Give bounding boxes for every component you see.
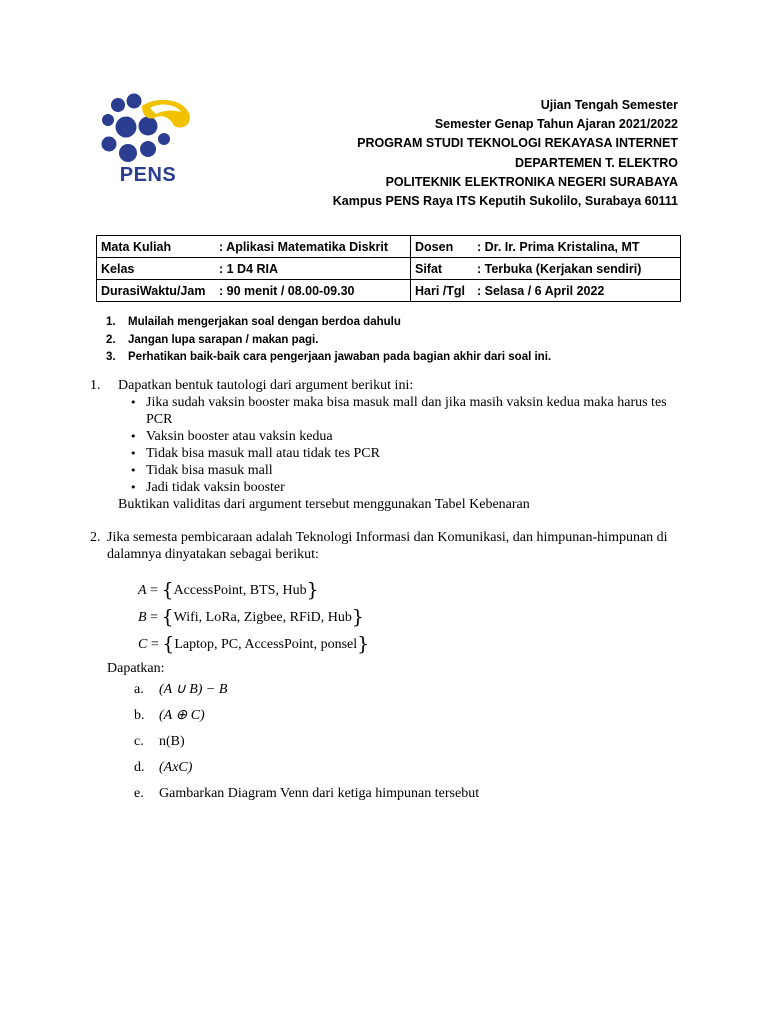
logo-dot [102, 114, 114, 126]
set-definition: B = {Wifi, LoRa, Zigbee, RFiD, Hub} [138, 606, 364, 628]
cell-value: : 1 D4 RIA [219, 261, 279, 276]
rule-text: Perhatikan baik-baik cara pengerjaan jawaban pada bagian akhir dari soal ini. [128, 351, 552, 363]
question-text: Jika semesta pembicaraan adalah Teknologi Informasi dan Komunikasi, dan himpunan-himpunan di dalamnya dinyatakan sebagai berikut: [107, 530, 668, 562]
rule-item [106, 314, 551, 332]
set-members: Laptop, PC, AccessPoint, ponsel [174, 637, 358, 652]
cell-value: : 90 menit / 08.00-09.30 [219, 283, 355, 298]
question-conclusion: Buktikan validitas dari argument tersebut menggunakan Tabel Kebenaran [118, 497, 530, 512]
header-line: Ujian Tengah Semester [540, 98, 678, 112]
logo-text: PENS [119, 164, 177, 184]
table-row [97, 280, 681, 302]
question-intro [90, 377, 670, 394]
list-item: • Tidak bisa masuk mall atau tidak tes PCR [130, 445, 670, 462]
table-row [97, 258, 681, 280]
header-line: DEPARTEMEN T. ELEKTRO [515, 155, 678, 170]
cell-value: : Selasa / 6 April 2022 [477, 283, 605, 298]
cell-value: : Terbuka (Kerjakan sendiri) [477, 261, 642, 276]
question-number: 1. [90, 378, 101, 393]
table-row [97, 236, 681, 258]
exam-header [333, 96, 678, 211]
rule-item [106, 349, 551, 367]
list-item: • Vaksin booster atau vaksin kedua [130, 428, 670, 445]
sub-expression: n(B) [159, 734, 185, 749]
sub-question [134, 755, 675, 781]
header-line: POLITEKNIK ELEKTRONIKA NEGERI SURABAYA [385, 174, 678, 189]
cell-value: : Dr. Ir. Prima Kristalina, MT [477, 239, 640, 254]
set-name: B [138, 610, 147, 625]
rule-item [106, 332, 551, 350]
right-cell [411, 236, 681, 258]
left-cell [97, 280, 411, 302]
set-definition: C = {Laptop, PC, AccessPoint, ponsel} [138, 633, 370, 655]
cell-value: : Aplikasi Matematika Diskrit [219, 239, 389, 254]
header-line: PROGRAM STUDI TEKNOLOGI REKAYASA INTERNET [357, 136, 678, 151]
sub-expression: (A ∪ B) − B [159, 682, 228, 697]
cell-label: Kelas [101, 261, 135, 276]
logo-dot [140, 141, 156, 157]
sub-letter: a. [134, 682, 144, 697]
sub-expression: (AxC) [159, 760, 193, 775]
left-cell [97, 258, 411, 280]
sub-question [134, 677, 675, 703]
sub-question [134, 703, 675, 729]
sub-letter: e. [134, 786, 144, 801]
right-cell [411, 280, 681, 302]
set-members: AccessPoint, BTS, Hub [173, 583, 307, 598]
sub-letter: b. [134, 708, 145, 723]
rule-text: Jangan lupa sarapan / makan pagi. [128, 333, 319, 346]
question-2 [90, 529, 675, 807]
question-intro [90, 529, 675, 563]
cell-label: Mata Kuliah [101, 239, 172, 254]
set-definitions [138, 577, 675, 658]
exam-rules [106, 314, 551, 367]
set-definition: A = {AccessPoint, BTS, Hub} [138, 579, 319, 601]
logo-dot [127, 94, 142, 109]
sub-expression: (A ⊕ C) [159, 708, 205, 723]
cell-label: Dosen [415, 239, 454, 254]
cell-label: DurasiWaktu/Jam [101, 283, 206, 298]
header-line: Kampus PENS Raya ITS Keputih Sukolilo, Surabaya 60111 [332, 194, 678, 209]
sub-question-list [134, 677, 675, 807]
set-name: C [138, 637, 148, 652]
logo-dot [102, 137, 117, 152]
list-item: • Jika sudah vaksin booster maka bisa masuk mall dan jika masih vaksin kedua maka harus tes PCR [130, 394, 670, 428]
set-members: Wifi, LoRa, Zigbee, RFiD, Hub [173, 610, 352, 625]
rule-number: 2. [106, 333, 116, 346]
logo-dot [116, 117, 137, 138]
logo-dot [158, 133, 170, 145]
rule-number: 1. [106, 316, 116, 328]
sub-question [134, 781, 675, 807]
sub-expression: Gambarkan Diagram Venn dari ketiga himpunan tersebut [159, 786, 480, 801]
sub-letter: c. [134, 734, 144, 749]
set-name: A [138, 583, 147, 598]
list-item: • Tidak bisa masuk mall [130, 462, 670, 479]
rule-number: 3. [106, 351, 116, 363]
sub-letter: d. [134, 760, 145, 775]
question-text: Dapatkan bentuk tautologi dari argument berikut ini: [118, 378, 414, 393]
course-info-table [96, 235, 681, 302]
dapatkan-label: Dapatkan: [107, 661, 165, 676]
logo-dot [119, 144, 137, 162]
rule-text: Mulailah mengerjakan soal dengan berdoa dahulu [128, 316, 401, 328]
sub-question [134, 729, 675, 755]
cell-label: Hari /Tgl [415, 283, 466, 298]
logo-dot [139, 117, 158, 136]
question-number: 2. [90, 530, 101, 545]
left-cell [97, 236, 411, 258]
question-1 [90, 377, 670, 513]
argument-list [130, 394, 670, 496]
list-item: • Jadi tidak vaksin booster [130, 479, 670, 496]
right-cell [411, 258, 681, 280]
cell-label: Sifat [415, 261, 443, 276]
header-line: Semester Genap Tahun Ajaran 2021/2022 [434, 117, 678, 132]
logo-dot [111, 98, 125, 112]
pens-logo [98, 92, 194, 184]
